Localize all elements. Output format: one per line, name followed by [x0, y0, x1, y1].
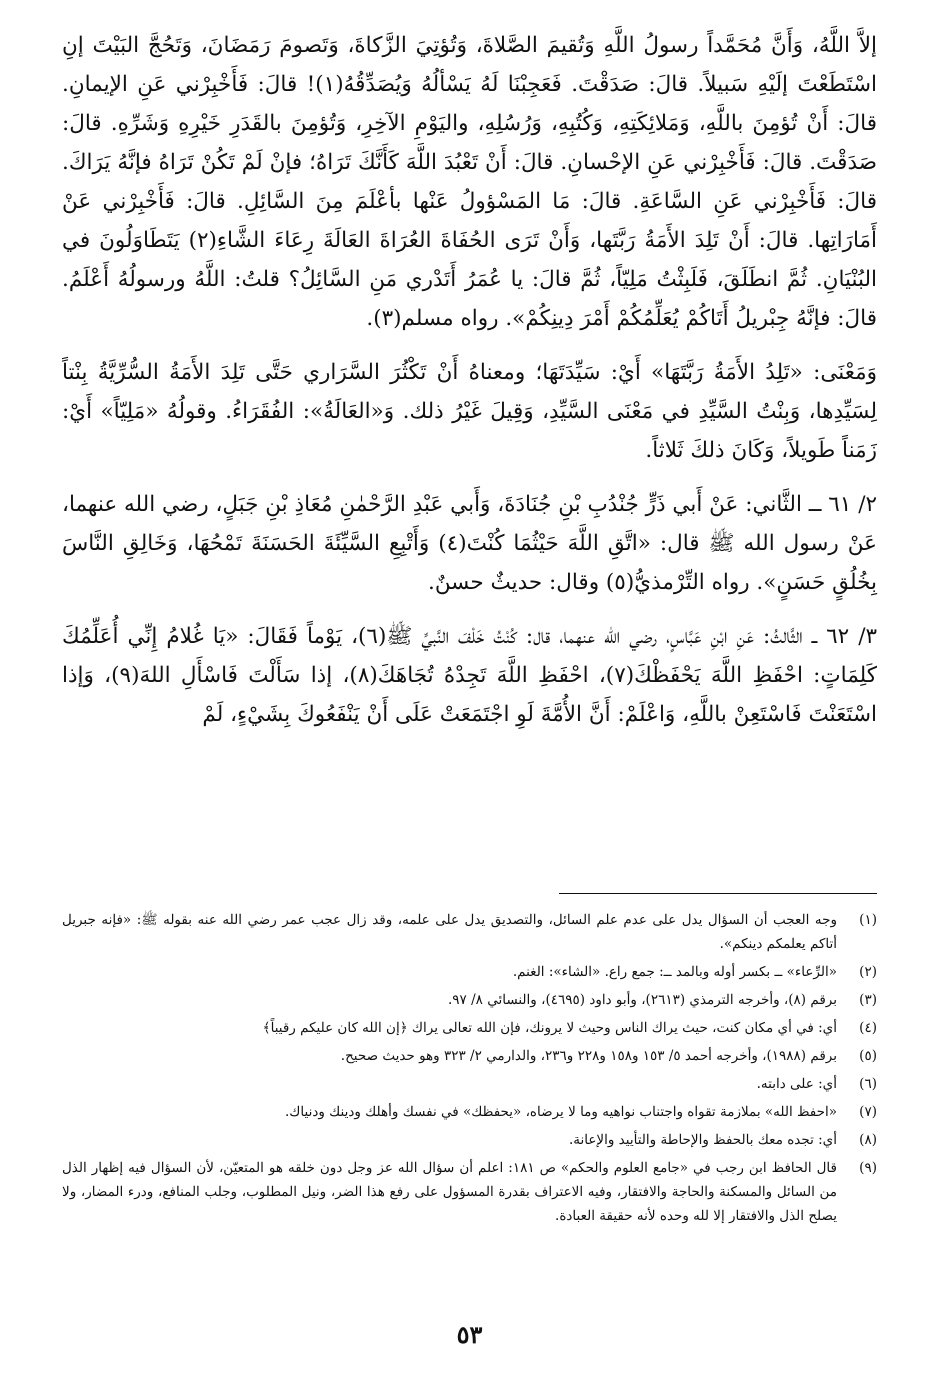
footnote-number: (٥) — [859, 1048, 877, 1064]
footnote-text: أي: على دابته. — [756, 1076, 837, 1092]
footnote-separator — [559, 893, 877, 894]
footnote — [62, 908, 877, 956]
footnote-text: «احفظ الله» بملازمة تقواه واجتناب نواهيه وما لا يرضاه، «يحفظك» في نفسك وأهلك ودينك ودنياك. — [284, 1104, 837, 1120]
page-number: ٥٣ — [456, 1320, 483, 1349]
footnote-text: أي: في أي مكان كنت، حيث يراك الناس وحيث لا يرونك، فإن الله تعالى يراك ﴿إن الله كان عليكم رقيباً﴾ — [262, 1020, 837, 1036]
footnote-text: برقم (١٩٨٨)، وأخرجه أحمد ٥/ ١٥٣ و١٥٨ و٢٢٨ و٢٣٦، والدارمي ٢/ ٣٢٣ وهو حديث صحيح. — [340, 1048, 837, 1064]
paragraph-hadith-62: ٣/ ٦٢ ــ الثَّالثُ: عَنِ ابْنِ عَبَّاسٍ، رضي الله عنهما، قال: كُنْتُ خَلْفَ النَّبيِّ ﷺ(٦)، يَوْماً فَقَالَ: «يَا غُلامُ إِنِّي أُعَلِّمُكَ كَلِمَاتٍ: احْفَظِ اللَّهَ يَحْفَظْكَ(٧)، احْفَظِ اللَّهَ تَجِدْهُ تُجَاهَكَ(٨)، إذا سَأَلْتَ فَاسْأَلِ اللهَ(٩)، وَإذا اسْتَعَنْتَ فَاسْتَعِنْ باللَّهِ، وَاعْلَمْ: أَنَّ الأُمَّةَ لَوِ اجْتَمَعَتْ عَلَى أَنْ يَنْفَعُوكَ بِشَيْءٍ، لَمْ — [62, 624, 878, 727]
footnote-number: (٧) — [859, 1104, 877, 1120]
footnote-number: (٩) — [859, 1160, 877, 1176]
footnote — [62, 1072, 877, 1096]
footnote — [62, 1100, 877, 1124]
footnote-text: برقم (٨)، وأخرجه الترمذي (٢٦١٣)، وأبو داود (٤٦٩٥)، والنسائي ٨/ ٩٧. — [447, 992, 837, 1008]
footnote-text: وجه العجب أن السؤال يدل على عدم علم السائل، والتصديق يدل على علمه، وقد زال عجب عمر رضي الله عنه بقوله ﷺ: «فإنه جبريل أتاكم يعلمكم دينكم». — [62, 912, 837, 952]
footnote-text: «الرِّعاء» ــ بكسر أوله وبالمد ــ: جمع راع. «الشاء»: الغنم. — [512, 964, 837, 980]
footnote — [62, 988, 877, 1012]
footnote — [62, 1128, 877, 1152]
footnote-number: (١) — [859, 912, 877, 928]
footnote-number: (٢) — [859, 964, 877, 980]
footnote — [62, 1016, 877, 1040]
footnote-number: (٨) — [859, 1132, 877, 1148]
paragraph-explanation: وَمَعْنَى: «تَلِدُ الأَمَةُ رَبَّتَهَا» أَيْ: سَيِّدَتَهَا؛ ومعناهُ أَنْ تَكْثُرَ السَّرَاري حَتَّى تَلِدَ الأَمَةُ السُّرِّيَّةُ بِنْتاً لِسَيِّدِها، وَبِنْتُ السَّيِّدِ في مَعْنَى السَّيِّدِ، وَقِيلَ غَيْرُ ذلك. وَ«العَالَةُ»: الفُقَرَاءُ. وقولُهُ «مَلِيّاً» أَيْ: زَمَناً طَويلاً، وَكَانَ ذلكَ ثَلاثاً. — [62, 360, 877, 463]
footnotes — [62, 908, 877, 1232]
footnote — [62, 1044, 877, 1068]
footnote-text: قال الحافظ ابن رجب في «جامع العلوم والحكم» ص ١٨١: اعلم أن سؤال الله عز وجل دون خلقه هو المتعيّن، لأن السؤال فيه إظهار الذل من السائل والمسكنة والحاجة والافتقار، وفيه الاعتراف بقدرة المسؤول على رفع هذا الضر، ونيل المطلوب، وجلب المنافع، ودرء المضار، ولا يصلح الذل والافتقار إلا لله وحده لأنه حقيقة العبادة. — [62, 1160, 837, 1224]
footnote — [62, 1156, 877, 1228]
footnote-text: أي: تجده معك بالحفظ والإحاطة والتأييد والإعانة. — [568, 1132, 837, 1148]
paragraph-hadith-61: ٢/ ٦١ ــ الثَّاني: عَنْ أَبي ذَرٍّ جُنْدُبِ بْنِ جُنَادَةَ، وَأَبي عَبْدِ الرَّحْمٰنِ مُعَاذِ بْنِ جَبَلٍ، رضي الله عنهما، عَنْ رسول الله ﷺ قال: «اتَّقِ اللَّهَ حَيْثُمَا كُنْتَ(٤) وَأَتْبِعِ السَّيِّئَةَ الحَسَنَةَ تَمْحُهَا، وَخَالِقِ النَّاسَ بِخُلُقٍ حَسَنٍ». رواه التِّرْمذيُّ(٥) وقال: حديثٌ حسنٌ. — [62, 492, 878, 595]
footnote — [62, 960, 877, 984]
paragraph-hadith-jibril: إلاَّ اللَّهُ، وَأَنَّ مُحَمَّداً رسولُ اللَّهِ وَتُقيمَ الصَّلاةَ، وَتُؤتِيَ الزَّكاةَ، وَتَصومَ رَمَضَانَ، وَتَحُجَّ البَيْتَ إنِ اسْتَطَعْتَ إلَيْهِ سَبيلاً. قالَ: صَدَقْتَ. فَعَجِبْنَا لَهُ يَسْألُهُ وَيُصَدِّقُهُ(١)! قالَ: فَأَخْبِرْني عَنِ الإيمانِ. قالَ: أَنْ تُؤمِنَ باللَّهِ، وَمَلائِكَتِهِ، وَكُتُبِهِ، وَرُسُلِهِ، واليَوْمِ الآخِرِ، وَتُؤمِنَ بالقَدَرِ خَيْرِهِ وَشَرِّهِ. قالَ: صَدَقْتَ. قالَ: فَأَخْبِرْني عَنِ الإحْسانِ. قالَ: أَنْ تَعْبُدَ اللَّهَ كَأَنَّكَ تَرَاهُ؛ فإنْ لَمْ تَكُنْ تَرَاهُ فإنَّهُ يَرَاكَ. قالَ: فَأَخْبِرْني عَنِ السَّاعَةِ. قالَ: مَا المَسْؤولُ عَنْها بأعْلَمَ مِنَ السَّائِلِ. قالَ: فَأَخْبِرْني عَنْ أَمَارَاتِها. قالَ: أَنْ تَلِدَ الأَمَةُ رَبَّتَها، وَأَنْ تَرَى الحُفَاةَ العُرَاةَ العَالَةَ رِعَاءَ الشَّاءِ(٢) يَتَطَاوَلُونَ في البُنْيَانِ. ثُمَّ انطَلَقَ، فَلَبِثْتُ مَلِيّاً، ثُمَّ قالَ: يا عُمَرُ أَتَدْري مَنِ السَّائِلُ؟ قلتُ: اللَّهُ ورسولُهُ أَعْلَمُ. قالَ: فإنَّهُ جِبْريلُ أَتَاكُمْ يُعَلِّمُكُمْ أَمْرَ دِينِكُمْ». رواه مسلم(٣). — [62, 33, 877, 331]
footnote-number: (٦) — [859, 1076, 877, 1092]
main-text — [62, 26, 877, 749]
footnote-number: (٤) — [859, 1020, 877, 1036]
footnote-number: (٣) — [859, 992, 877, 1008]
